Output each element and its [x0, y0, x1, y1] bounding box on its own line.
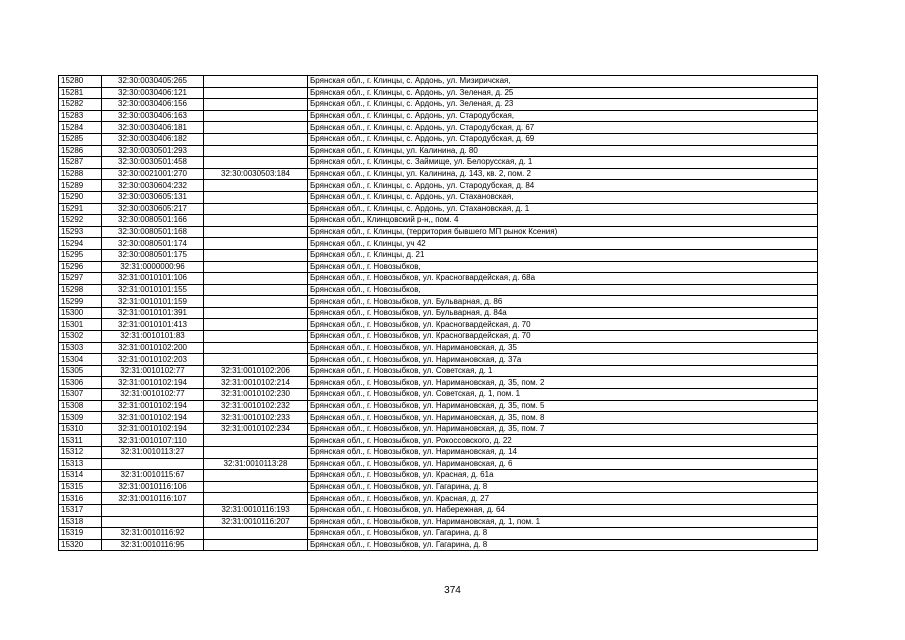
- property-register-table: [58, 75, 818, 551]
- table-row: [59, 273, 818, 285]
- address-cell: Брянская обл., г. Новозыбков, ул. Гагарина, д. 8: [308, 481, 818, 493]
- table-row: [59, 423, 818, 435]
- address-cell: Брянская обл., г. Новозыбков, ул. Гагарина, д. 8: [308, 528, 818, 540]
- table-row: [59, 284, 818, 296]
- address-cell: Брянская обл., г. Клинцы, с. Ардонь, ул. Зеленая, д. 25: [308, 87, 818, 99]
- cadastral-number-cell: 32:31:0010101:83: [102, 331, 204, 343]
- address-cell: Брянская обл., г. Новозыбков, ул. Рокоссовского, д. 22: [308, 435, 818, 447]
- row-number-cell: 15288: [59, 168, 102, 180]
- related-cadastral-number-cell: [204, 145, 308, 157]
- row-number-cell: 15281: [59, 87, 102, 99]
- related-cadastral-number-cell: [204, 203, 308, 215]
- row-number-cell: 15296: [59, 261, 102, 273]
- cadastral-number-cell: 32:31:0010102:194: [102, 400, 204, 412]
- cadastral-number-cell: 32:31:0010102:77: [102, 389, 204, 401]
- address-cell: Брянская обл., г. Клинцы, с. Ардонь, ул. Стахановская,: [308, 191, 818, 203]
- table-row: [59, 331, 818, 343]
- table-row: [59, 377, 818, 389]
- row-number-cell: 15319: [59, 528, 102, 540]
- table-row: [59, 87, 818, 99]
- cadastral-number-cell: 32:31:0010101:413: [102, 319, 204, 331]
- cadastral-number-cell: [102, 516, 204, 528]
- row-number-cell: 15318: [59, 516, 102, 528]
- cadastral-number-cell: 32:31:0010101:391: [102, 307, 204, 319]
- cadastral-number-cell: 32:30:0080501:174: [102, 238, 204, 250]
- table-row: [59, 249, 818, 261]
- table-row: [59, 481, 818, 493]
- related-cadastral-number-cell: [204, 319, 308, 331]
- row-number-cell: 15316: [59, 493, 102, 505]
- related-cadastral-number-cell: 32:31:0010102:206: [204, 365, 308, 377]
- address-cell: Брянская обл., г. Новозыбков, ул. Наримановская, д. 6: [308, 458, 818, 470]
- table-row: [59, 400, 818, 412]
- row-number-cell: 15297: [59, 273, 102, 285]
- row-number-cell: 15307: [59, 389, 102, 401]
- row-number-cell: 15303: [59, 342, 102, 354]
- row-number-cell: 15317: [59, 504, 102, 516]
- table-row: [59, 157, 818, 169]
- address-cell: Брянская обл., г. Новозыбков, ул. Бульварная, д. 86: [308, 296, 818, 308]
- table-row: [59, 516, 818, 528]
- cadastral-number-cell: 32:31:0010107:110: [102, 435, 204, 447]
- row-number-cell: 15285: [59, 133, 102, 145]
- row-number-cell: 15286: [59, 145, 102, 157]
- table-row: [59, 76, 818, 88]
- table-row: [59, 528, 818, 540]
- cadastral-number-cell: 32:31:0010102:194: [102, 423, 204, 435]
- address-cell: Брянская обл., г. Клинцы, с. Ардонь, ул. Мизиричская,: [308, 76, 818, 88]
- cadastral-number-cell: 32:30:0030405:265: [102, 76, 204, 88]
- address-cell: Брянская обл., г. Клинцы, (территория бывшего МП рынок Ксения): [308, 226, 818, 238]
- related-cadastral-number-cell: [204, 331, 308, 343]
- related-cadastral-number-cell: [204, 273, 308, 285]
- row-number-cell: 15312: [59, 447, 102, 459]
- cadastral-number-cell: 32:30:0030604:232: [102, 180, 204, 192]
- table-row: [59, 435, 818, 447]
- row-number-cell: 15300: [59, 307, 102, 319]
- row-number-cell: 15320: [59, 539, 102, 551]
- related-cadastral-number-cell: [204, 122, 308, 134]
- address-cell: Брянская обл., г. Новозыбков, ул. Наримановская, д. 35, пом. 2: [308, 377, 818, 389]
- related-cadastral-number-cell: [204, 133, 308, 145]
- related-cadastral-number-cell: 32:31:0010116:193: [204, 504, 308, 516]
- row-number-cell: 15306: [59, 377, 102, 389]
- related-cadastral-number-cell: [204, 87, 308, 99]
- address-cell: Брянская обл., г. Новозыбков, ул. Наримановская, д. 14: [308, 447, 818, 459]
- related-cadastral-number-cell: [204, 110, 308, 122]
- address-cell: Брянская обл., г. Новозыбков, ул. Наримановская, д. 35, пом. 8: [308, 412, 818, 424]
- table-row: [59, 470, 818, 482]
- related-cadastral-number-cell: [204, 76, 308, 88]
- related-cadastral-number-cell: [204, 157, 308, 169]
- address-cell: Брянская обл., Клинцовский р-н,, пом. 4: [308, 215, 818, 227]
- table-row: [59, 215, 818, 227]
- cadastral-number-cell: 32:31:0010115:67: [102, 470, 204, 482]
- table-row: [59, 458, 818, 470]
- cadastral-number-cell: 32:30:0080501:175: [102, 249, 204, 261]
- cadastral-number-cell: 32:30:0080501:166: [102, 215, 204, 227]
- related-cadastral-number-cell: [204, 528, 308, 540]
- row-number-cell: 15298: [59, 284, 102, 296]
- related-cadastral-number-cell: [204, 493, 308, 505]
- table-row: [59, 122, 818, 134]
- row-number-cell: 15310: [59, 423, 102, 435]
- register-table-body: [59, 76, 818, 551]
- related-cadastral-number-cell: 32:31:0010102:232: [204, 400, 308, 412]
- cadastral-number-cell: 32:30:0080501:168: [102, 226, 204, 238]
- address-cell: Брянская обл., г. Новозыбков, ул. Набережная, д. 64: [308, 504, 818, 516]
- row-number-cell: 15313: [59, 458, 102, 470]
- related-cadastral-number-cell: 32:30:0030503:184: [204, 168, 308, 180]
- row-number-cell: 15301: [59, 319, 102, 331]
- row-number-cell: 15309: [59, 412, 102, 424]
- table-row: [59, 191, 818, 203]
- cadastral-number-cell: 32:30:0030406:163: [102, 110, 204, 122]
- page-number: 374: [444, 585, 461, 596]
- address-cell: Брянская обл., г. Клинцы, д. 21: [308, 249, 818, 261]
- row-number-cell: 15305: [59, 365, 102, 377]
- cadastral-number-cell: 32:30:0030501:293: [102, 145, 204, 157]
- related-cadastral-number-cell: 32:31:0010102:230: [204, 389, 308, 401]
- cadastral-number-cell: 32:31:0010102:194: [102, 412, 204, 424]
- cadastral-number-cell: 32:31:0010116:92: [102, 528, 204, 540]
- cadastral-number-cell: 32:31:0010102:194: [102, 377, 204, 389]
- row-number-cell: 15308: [59, 400, 102, 412]
- table-row: [59, 133, 818, 145]
- related-cadastral-number-cell: [204, 470, 308, 482]
- table-row: [59, 365, 818, 377]
- related-cadastral-number-cell: [204, 435, 308, 447]
- cadastral-number-cell: 32:30:0030406:121: [102, 87, 204, 99]
- cadastral-number-cell: [102, 504, 204, 516]
- cadastral-number-cell: 32:31:0000000:96: [102, 261, 204, 273]
- table-row: [59, 168, 818, 180]
- row-number-cell: 15304: [59, 354, 102, 366]
- table-row: [59, 342, 818, 354]
- address-cell: Брянская обл., г. Новозыбков, ул. Наримановская, д. 35, пом. 5: [308, 400, 818, 412]
- related-cadastral-number-cell: [204, 307, 308, 319]
- address-cell: Брянская обл., г. Новозыбков,: [308, 261, 818, 273]
- address-cell: Брянская обл., г. Новозыбков, ул. Советская, д. 1: [308, 365, 818, 377]
- row-number-cell: 15287: [59, 157, 102, 169]
- table-row: [59, 261, 818, 273]
- related-cadastral-number-cell: [204, 191, 308, 203]
- related-cadastral-number-cell: [204, 261, 308, 273]
- row-number-cell: 15294: [59, 238, 102, 250]
- row-number-cell: 15302: [59, 331, 102, 343]
- table-row: [59, 504, 818, 516]
- address-cell: Брянская обл., г. Клинцы, ул. Калинина, д. 80: [308, 145, 818, 157]
- cadastral-number-cell: 32:31:0010102:200: [102, 342, 204, 354]
- related-cadastral-number-cell: [204, 296, 308, 308]
- related-cadastral-number-cell: [204, 180, 308, 192]
- address-cell: Брянская обл., г. Клинцы, уч 42: [308, 238, 818, 250]
- related-cadastral-number-cell: [204, 447, 308, 459]
- address-cell: Брянская обл., г. Новозыбков, ул. Гагарина, д. 8: [308, 539, 818, 551]
- table-row: [59, 238, 818, 250]
- table-row: [59, 447, 818, 459]
- row-number-cell: 15282: [59, 99, 102, 111]
- table-row: [59, 110, 818, 122]
- row-number-cell: 15284: [59, 122, 102, 134]
- table-row: [59, 180, 818, 192]
- related-cadastral-number-cell: [204, 539, 308, 551]
- cadastral-number-cell: 32:31:0010101:155: [102, 284, 204, 296]
- table-row: [59, 145, 818, 157]
- table-row: [59, 296, 818, 308]
- row-number-cell: 15315: [59, 481, 102, 493]
- related-cadastral-number-cell: [204, 249, 308, 261]
- row-number-cell: 15311: [59, 435, 102, 447]
- address-cell: Брянская обл., г. Новозыбков, ул. Красная, д. 27: [308, 493, 818, 505]
- address-cell: Брянская обл., г. Новозыбков, ул. Красногвардейская, д. 70: [308, 319, 818, 331]
- row-number-cell: 15299: [59, 296, 102, 308]
- related-cadastral-number-cell: [204, 354, 308, 366]
- address-cell: Брянская обл., г. Клинцы, ул. Калинина, д. 143, кв. 2, пом. 2: [308, 168, 818, 180]
- address-cell: Брянская обл., г. Новозыбков, ул. Наримановская, д. 1, пом. 1: [308, 516, 818, 528]
- related-cadastral-number-cell: [204, 238, 308, 250]
- table-row: [59, 412, 818, 424]
- related-cadastral-number-cell: 32:31:0010102:234: [204, 423, 308, 435]
- cadastral-number-cell: 32:31:0010101:106: [102, 273, 204, 285]
- cadastral-number-cell: 32:31:0010116:106: [102, 481, 204, 493]
- address-cell: Брянская обл., г. Клинцы, с. Ардонь, ул. Стахановская, д. 1: [308, 203, 818, 215]
- table-row: [59, 539, 818, 551]
- table-row: [59, 226, 818, 238]
- table-row: [59, 493, 818, 505]
- cadastral-number-cell: 32:30:0030605:131: [102, 191, 204, 203]
- cadastral-number-cell: 32:30:0021001:270: [102, 168, 204, 180]
- address-cell: Брянская обл., г. Новозыбков, ул. Наримановская, д. 35: [308, 342, 818, 354]
- row-number-cell: 15293: [59, 226, 102, 238]
- related-cadastral-number-cell: [204, 226, 308, 238]
- table-row: [59, 203, 818, 215]
- address-cell: Брянская обл., г. Новозыбков, ул. Красногвардейская, д. 68а: [308, 273, 818, 285]
- row-number-cell: 15292: [59, 215, 102, 227]
- address-cell: Брянская обл., г. Клинцы, с. Ардонь, ул. Зеленая, д. 23: [308, 99, 818, 111]
- related-cadastral-number-cell: 32:31:0010116:207: [204, 516, 308, 528]
- address-cell: Брянская обл., г. Новозыбков, ул. Бульварная, д. 84а: [308, 307, 818, 319]
- cadastral-number-cell: 32:30:0030501:458: [102, 157, 204, 169]
- address-cell: Брянская обл., г. Новозыбков,: [308, 284, 818, 296]
- address-cell: Брянская обл., г. Клинцы, с. Займище, ул. Белорусская, д. 1: [308, 157, 818, 169]
- cadastral-number-cell: 32:31:0010113:27: [102, 447, 204, 459]
- row-number-cell: 15291: [59, 203, 102, 215]
- cadastral-number-cell: 32:31:0010116:95: [102, 539, 204, 551]
- address-cell: Брянская обл., г. Клинцы, с. Ардонь, ул. Стародубская, д. 69: [308, 133, 818, 145]
- cadastral-number-cell: 32:30:0030406:156: [102, 99, 204, 111]
- cadastral-number-cell: 32:30:0030406:182: [102, 133, 204, 145]
- cadastral-number-cell: 32:31:0010101:159: [102, 296, 204, 308]
- related-cadastral-number-cell: [204, 99, 308, 111]
- table-row: [59, 319, 818, 331]
- cadastral-number-cell: [102, 458, 204, 470]
- address-cell: Брянская обл., г. Клинцы, с. Ардонь, ул. Стародубская, д. 67: [308, 122, 818, 134]
- row-number-cell: 15290: [59, 191, 102, 203]
- cadastral-number-cell: 32:30:0030605:217: [102, 203, 204, 215]
- address-cell: Брянская обл., г. Новозыбков, ул. Наримановская, д. 37а: [308, 354, 818, 366]
- cadastral-number-cell: 32:31:0010102:203: [102, 354, 204, 366]
- row-number-cell: 15283: [59, 110, 102, 122]
- related-cadastral-number-cell: [204, 342, 308, 354]
- table-row: [59, 307, 818, 319]
- related-cadastral-number-cell: [204, 481, 308, 493]
- row-number-cell: 15289: [59, 180, 102, 192]
- table-row: [59, 389, 818, 401]
- row-number-cell: 15280: [59, 76, 102, 88]
- address-cell: Брянская обл., г. Новозыбков, ул. Наримановская, д. 35, пом. 7: [308, 423, 818, 435]
- related-cadastral-number-cell: [204, 284, 308, 296]
- row-number-cell: 15295: [59, 249, 102, 261]
- address-cell: Брянская обл., г. Клинцы, с. Ардонь, ул. Стародубская, д. 84: [308, 180, 818, 192]
- table-row: [59, 99, 818, 111]
- address-cell: Брянская обл., г. Новозыбков, ул. Красногвардейская, д. 70: [308, 331, 818, 343]
- related-cadastral-number-cell: [204, 215, 308, 227]
- cadastral-number-cell: 32:30:0030406:181: [102, 122, 204, 134]
- table-row: [59, 354, 818, 366]
- related-cadastral-number-cell: 32:31:0010102:214: [204, 377, 308, 389]
- related-cadastral-number-cell: 32:31:0010102:233: [204, 412, 308, 424]
- row-number-cell: 15314: [59, 470, 102, 482]
- address-cell: Брянская обл., г. Клинцы, с. Ардонь, ул. Стародубская,: [308, 110, 818, 122]
- address-cell: Брянская обл., г. Новозыбков, ул. Советская, д. 1, пом. 1: [308, 389, 818, 401]
- cadastral-number-cell: 32:31:0010102:77: [102, 365, 204, 377]
- address-cell: Брянская обл., г. Новозыбков, ул. Красная, д. 61а: [308, 470, 818, 482]
- related-cadastral-number-cell: 32:31:0010113:28: [204, 458, 308, 470]
- cadastral-number-cell: 32:31:0010116:107: [102, 493, 204, 505]
